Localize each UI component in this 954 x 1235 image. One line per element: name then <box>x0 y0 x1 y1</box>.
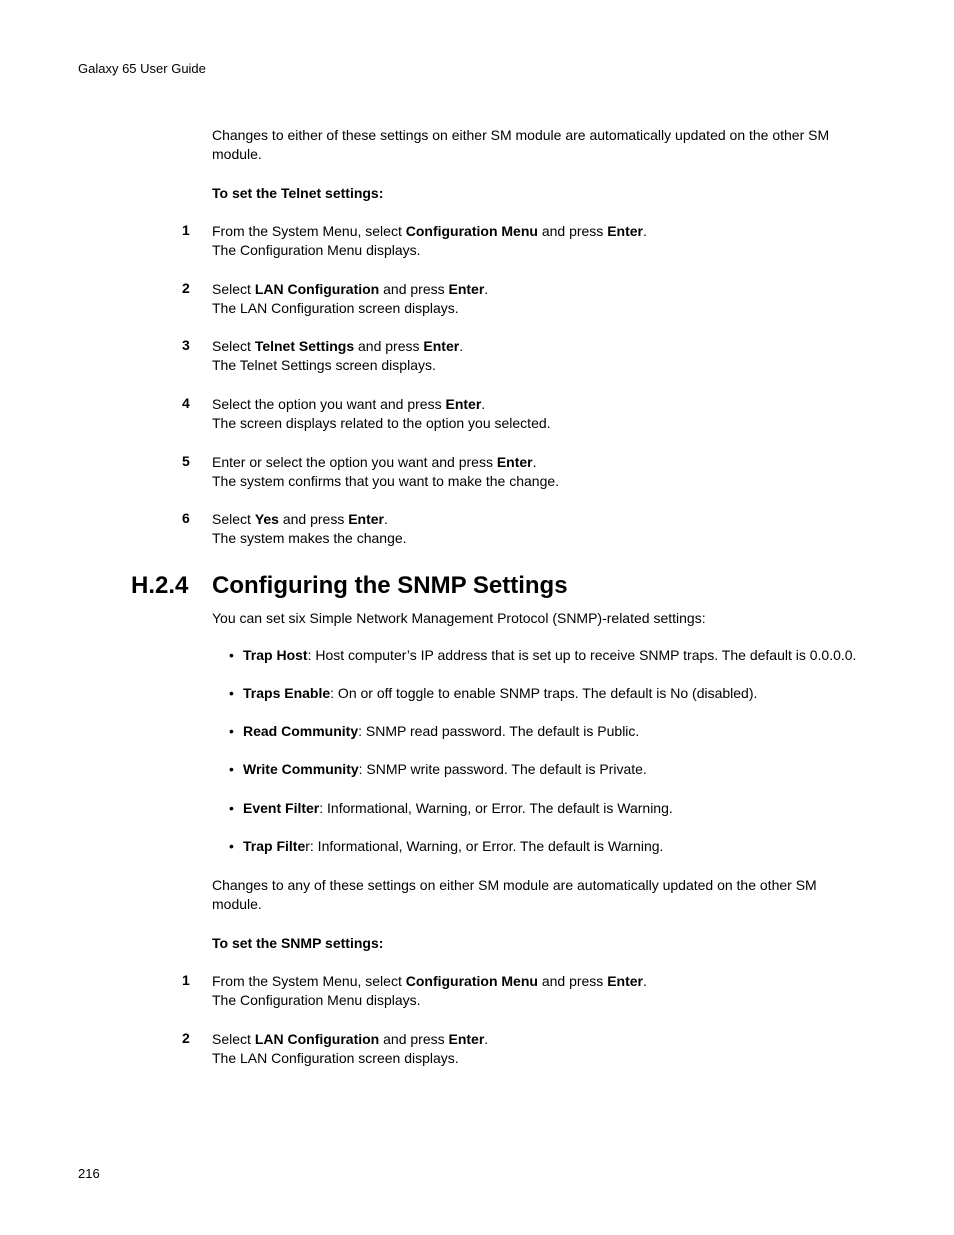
step-number: 3 <box>182 337 190 353</box>
snmp-step-2-text <box>212 1030 488 1068</box>
step-number: 4 <box>182 395 190 411</box>
bullet-term: Write Community <box>243 761 359 777</box>
step-bold: Configuration Menu <box>405 973 538 989</box>
bullet-term: Trap Filte <box>243 838 306 854</box>
bullet-term: Event Filter <box>243 800 320 816</box>
bullet-text: : Informational, Warning, or Error. The default is Warning. <box>319 800 673 816</box>
step-result: The LAN Configuration screen displays. <box>212 300 459 316</box>
step-bold: Enter <box>348 511 385 527</box>
step-number: 1 <box>182 972 190 988</box>
page-number: 216 <box>78 1166 100 1181</box>
bullet-term: Trap Host <box>243 647 308 663</box>
step-text: . <box>384 511 388 527</box>
step-text: and press <box>537 223 608 239</box>
step-number: 2 <box>182 1030 190 1046</box>
step-text: Select the option you want and press <box>212 396 446 412</box>
step-text: From the System Menu, select <box>212 223 406 239</box>
telnet-step-3-text <box>212 337 463 375</box>
step-text: Select <box>212 1031 255 1047</box>
running-header: Galaxy 65 User Guide <box>78 61 206 76</box>
bullet-text: r: Informational, Warning, or Error. The default is Warning. <box>305 838 664 854</box>
list-item <box>243 685 757 701</box>
bullet-icon: • <box>229 685 234 701</box>
bullet-icon: • <box>229 800 234 816</box>
step-text: . <box>643 973 647 989</box>
step-bold: LAN Configuration <box>254 281 380 297</box>
bullet-icon: • <box>229 761 234 777</box>
bullet-text: : On or off toggle to enable SNMP traps. The default is No (disabled). <box>330 685 758 701</box>
list-item <box>243 647 856 663</box>
step-text: From the System Menu, select <box>212 973 406 989</box>
list-item <box>243 723 639 739</box>
step-number: 6 <box>182 510 190 526</box>
step-result: The Configuration Menu displays. <box>212 992 421 1008</box>
step-text: and press <box>354 338 424 354</box>
section-number: H.2.4 <box>131 572 189 599</box>
step-bold: LAN Configuration <box>254 1031 380 1047</box>
step-result: The Configuration Menu displays. <box>212 242 421 258</box>
bullet-icon: • <box>229 647 234 663</box>
step-text: and press <box>379 281 449 297</box>
step-result: The screen displays related to the option you selected. <box>212 415 551 431</box>
step-bold: Enter <box>448 281 485 297</box>
step-result: The Telnet Settings screen displays. <box>212 357 436 373</box>
bullet-term: Traps Enable <box>243 685 331 701</box>
step-text: . <box>459 338 464 354</box>
step-bold: Configuration Menu <box>405 223 538 239</box>
step-text: and press <box>379 1031 449 1047</box>
step-text: . <box>484 1031 489 1047</box>
step-text: . <box>643 223 647 239</box>
telnet-step-1-text <box>212 222 647 260</box>
step-result: The LAN Configuration screen displays. <box>212 1050 459 1066</box>
section-heading <box>131 572 568 600</box>
telnet-subheading: To set the Telnet settings: <box>212 185 384 201</box>
step-bold: Yes <box>254 511 279 527</box>
telnet-step-5-text <box>212 453 559 491</box>
section-title: Configuring the SNMP Settings <box>212 572 568 599</box>
step-text: Select <box>212 281 255 297</box>
bullet-icon: • <box>229 723 234 739</box>
list-item <box>243 800 673 816</box>
telnet-step-2-text <box>212 280 488 318</box>
telnet-step-6-text <box>212 510 407 548</box>
step-text: Select <box>212 511 255 527</box>
list-item <box>243 838 663 854</box>
snmp-subheading: To set the SNMP settings: <box>212 935 384 951</box>
bullet-text: : SNMP write password. The default is Private. <box>358 761 647 777</box>
bullet-term: Read Community <box>243 723 359 739</box>
changes-paragraph: Changes to any of these settings on either SM module are automatically updated on the other SM module. <box>212 877 817 912</box>
step-bold: Enter <box>448 1031 485 1047</box>
step-bold: Enter <box>423 338 460 354</box>
step-bold: Enter <box>607 223 643 239</box>
step-bold: Telnet Settings <box>254 338 355 354</box>
bullet-text: : Host computer’s IP address that is set up to receive SNMP traps. The default is 0.0.0.0. <box>307 647 857 663</box>
step-text: and press <box>278 511 349 527</box>
step-text: . <box>532 454 537 470</box>
section-intro: You can set six Simple Network Management Protocol (SNMP)-related settings: <box>212 610 706 626</box>
step-text: Enter or select the option you want and press <box>212 454 497 470</box>
step-result: The system makes the change. <box>212 530 407 546</box>
bullet-text: : SNMP read password. The default is Public. <box>358 723 640 739</box>
step-text: . <box>481 396 486 412</box>
step-result: The system confirms that you want to make the change. <box>212 473 560 489</box>
step-text: and press <box>537 973 608 989</box>
step-bold: Enter <box>496 454 533 470</box>
telnet-step-4-text <box>212 395 551 433</box>
step-bold: Enter <box>607 973 643 989</box>
step-text: . <box>484 281 489 297</box>
list-item <box>243 761 647 777</box>
step-number: 1 <box>182 222 190 238</box>
snmp-step-1-text <box>212 972 647 1010</box>
step-number: 2 <box>182 280 190 296</box>
bullet-icon: • <box>229 838 234 854</box>
intro-paragraph: Changes to either of these settings on either SM module are automatically updated on the other SM module. <box>212 127 830 162</box>
step-number: 5 <box>182 453 190 469</box>
step-text: Select <box>212 338 255 354</box>
step-bold: Enter <box>445 396 482 412</box>
